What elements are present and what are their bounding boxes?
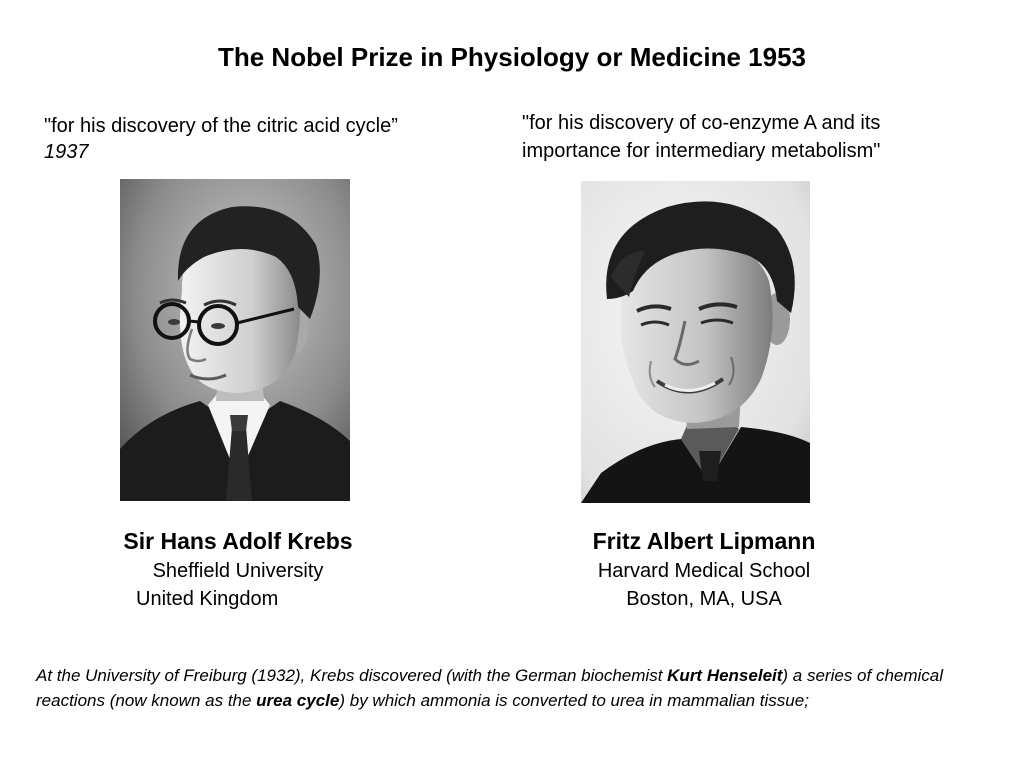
krebs-citation — [44, 113, 484, 165]
lipmann-caption — [554, 526, 854, 613]
krebs-citation-text: "for his discovery of the citric acid cycle” — [44, 115, 398, 137]
lipmann-citation-line-2: importance for intermediary metabolism" — [522, 140, 881, 162]
footnote-text-2: ) a series of chemical reactions (now known as the — [36, 666, 944, 710]
footnote-urea-cycle: urea cycle — [256, 691, 340, 710]
slide-title: The Nobel Prize in Physiology or Medicine 1953 — [217, 42, 807, 72]
krebs-location: United Kingdom — [136, 588, 279, 610]
krebs-name: Sir Hans Adolf Krebs — [123, 528, 353, 554]
lipmann-portrait-image — [581, 181, 810, 503]
footnote-henseleit: Kurt Henseleit — [667, 666, 783, 685]
lipmann-citation-line-1: "for his discovery of co-enzyme A and its — [522, 112, 881, 134]
lipmann-location: Boston, MA, USA — [626, 588, 782, 610]
lipmann-citation — [522, 109, 962, 165]
krebs-citation-year: 1937 — [44, 141, 89, 163]
krebs-portrait-image — [120, 179, 350, 501]
krebs-caption — [90, 526, 386, 613]
krebs-institution: Sheffield University — [152, 560, 324, 582]
lipmann-institution: Harvard Medical School — [597, 560, 811, 582]
lipmann-portrait — [581, 181, 810, 503]
footnote-text-1: At the University of Freiburg (1932), Krebs discovered (with the German biochemist — [36, 666, 668, 685]
lipmann-name: Fritz Albert Lipmann — [592, 528, 816, 554]
krebs-portrait — [120, 179, 350, 501]
urea-cycle-note — [36, 663, 996, 713]
footnote-text-3: ) by which ammonia is converted to urea in mammalian tissue; — [339, 691, 809, 710]
